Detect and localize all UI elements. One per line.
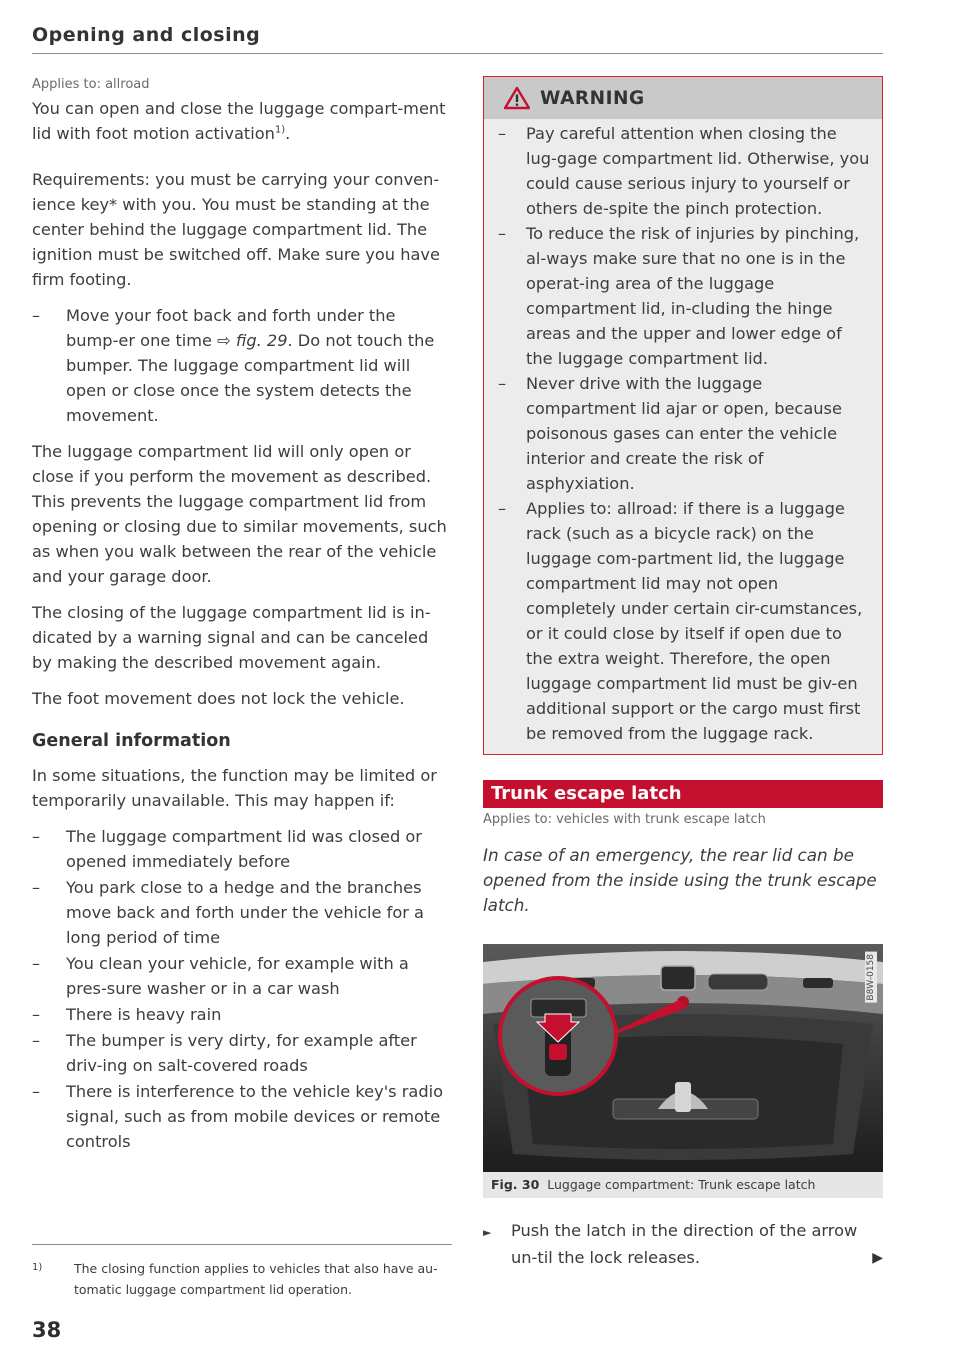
step-marker-icon: ► — [483, 1226, 492, 1239]
warning-header — [484, 77, 882, 119]
dash-marker: – — [498, 224, 507, 243]
dash-marker: – — [32, 306, 41, 325]
trunk-applies-to-note: Applies to: vehicles with trunk escape latch — [483, 812, 766, 827]
general-information-intro: In some situations, the function may be limited or temporarily unavailable. This may happen if: — [32, 766, 437, 810]
intro-paragraph — [32, 96, 452, 146]
paragraph-no-lock: The foot movement does not lock the vehicle. — [32, 689, 405, 708]
applies-to-note: Applies to: allroad — [32, 77, 150, 92]
footnote-text: The closing function applies to vehicles that also have au-tomatic luggage compartment lid operation. — [74, 1261, 438, 1297]
dash-marker: – — [32, 878, 41, 897]
dash-marker: – — [32, 1082, 41, 1101]
fig-29-link[interactable]: ⇨ fig. 29 — [217, 331, 288, 350]
list-item-text: You park close to a hedge and the branches move back and forth under the vehicle for a long period of time — [66, 878, 424, 947]
trunk-escape-heading: Trunk escape latch — [483, 780, 883, 808]
warning-title: WARNING — [540, 87, 645, 109]
warning-triangle-icon — [504, 86, 530, 110]
list-item-text: The bumper is very dirty, for example after driv-ing on salt-covered roads — [66, 1031, 417, 1075]
continued-arrow-icon: ▶ — [872, 1250, 883, 1266]
warning-item — [498, 496, 870, 746]
warning-item — [498, 371, 870, 496]
footnote-ref: 1) — [274, 124, 286, 136]
trunk-step — [483, 1218, 883, 1270]
list-item — [32, 824, 452, 874]
warning-item — [498, 121, 870, 221]
foot-step-text: Move your foot back and forth under the bump-er one time — [66, 306, 396, 350]
warning-item-text: Never drive with the luggage compartment lid ajar or open, because poisonous gases can enter the vehicle interior and create the risk of asphyxiation. — [526, 374, 842, 493]
caption-text: Luggage compartment: Trunk escape latch — [547, 1177, 816, 1192]
figure-30-caption — [483, 1172, 883, 1198]
list-item-text: There is heavy rain — [66, 1005, 222, 1024]
limitations-list — [32, 824, 452, 1154]
list-item-text: The luggage compartment lid was closed or opened immediately before — [66, 827, 422, 871]
warning-item-text: Pay careful attention when closing the lug-gage compartment lid. Otherwise, you could cause serious injury to yourself or others de-spite the pinch protection. — [526, 124, 870, 218]
warning-item — [498, 221, 870, 371]
dash-marker: – — [498, 499, 507, 518]
figure-code: B8W-0158 — [866, 954, 876, 1001]
figure-30-image — [483, 944, 883, 1172]
dash-marker: – — [32, 827, 41, 846]
paragraph-closing-signal: The closing of the luggage compartment lid is in-dicated by a warning signal and can be canceled by making the described movement again. — [32, 603, 431, 672]
general-information-heading: General information — [32, 731, 231, 751]
foot-step — [32, 303, 452, 428]
trunk-interior-illustration — [483, 944, 883, 1172]
warning-box — [483, 76, 883, 755]
page-header — [32, 24, 883, 54]
list-item — [32, 1079, 452, 1154]
caption-label: Fig. 30 — [491, 1177, 540, 1192]
warning-item-text: To reduce the risk of injuries by pinching, al-ways make sure that no one is in the operat-ing area of the luggage compartment lid, in-cluding the hinge areas and the upper and lower edge of the luggage compartment lid. — [526, 224, 860, 368]
dash-marker: – — [32, 1031, 41, 1050]
dash-marker: – — [498, 374, 507, 393]
page-header-title: Opening and closing — [32, 24, 261, 46]
footnote-divider — [32, 1244, 452, 1245]
list-item — [32, 1028, 452, 1078]
warning-list — [484, 119, 882, 754]
dash-marker: – — [498, 124, 507, 143]
dash-marker: – — [32, 954, 41, 973]
footnote-mark: 1) — [32, 1262, 43, 1273]
list-item — [32, 1002, 452, 1027]
intro-text: You can open and close the luggage compart-ment lid with foot motion activation — [32, 99, 446, 143]
list-item — [32, 875, 452, 950]
trunk-intro: In case of an emergency, the rear lid can be opened from the inside using the trunk escape latch. — [483, 845, 877, 915]
warning-item-text: Applies to: allroad: if there is a luggage rack (such as a bicycle rack) on the luggage com-partment lid, the luggage compartment lid may not open completely under certain cir-cumstances, or it could close by itself if open due to the extra weight. Therefore, the open luggage compartment lid must be giv-en additional support or the cargo must first be removed from the luggage rack. — [526, 499, 863, 743]
requirements-paragraph: Requirements: you must be carrying your conven-ience key* with you. You must be standing at the center behind the luggage compartment lid. The ignition must be switched off. Make sure you have firm footing. — [32, 170, 440, 289]
paragraph-only-open: The luggage compartment lid will only open or close if you perform the movement as described. This prevents the luggage compartment lid from opening or closing due to similar movements, such as when you walk between the rear of the vehicle and your garage door. — [32, 442, 447, 586]
foot-step-text-end: . Do not touch the bumper. The luggage compartment lid will open or close once the system detects the movement. — [66, 331, 435, 425]
list-item-text: There is interference to the vehicle key's radio signal, such as from mobile devices or remote controls — [66, 1082, 444, 1151]
page-number: 38 — [32, 1318, 62, 1342]
trunk-step-text: Push the latch in the direction of the arrow un-til the lock releases. — [511, 1221, 858, 1267]
list-item — [32, 951, 452, 1001]
intro-end: . — [285, 124, 291, 143]
footnote — [32, 1257, 452, 1300]
dash-marker: – — [32, 1005, 41, 1024]
left-column — [32, 76, 452, 1154]
right-column — [483, 76, 883, 1270]
list-item-text: You clean your vehicle, for example with a pres-sure washer or in a car wash — [66, 954, 409, 998]
